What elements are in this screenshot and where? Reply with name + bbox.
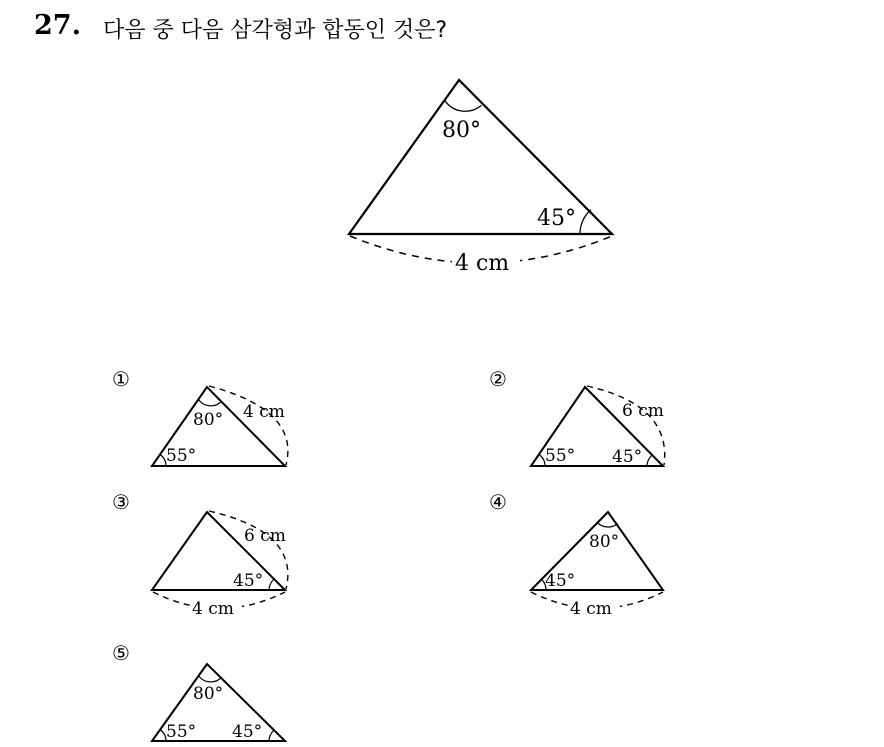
main-base-label: 4 cm	[455, 251, 510, 276]
main-angle-top-label: 80°	[442, 118, 481, 143]
option-4-angle-top: 80°	[589, 532, 620, 552]
option-5[interactable]	[112, 641, 285, 742]
option-3-side: 6 cm	[244, 526, 286, 546]
option-4-base: 4 cm	[570, 599, 612, 619]
main-angle-right-label: 45°	[537, 206, 576, 231]
option-5-angle-left: 55°	[166, 722, 197, 742]
angle-arc-right	[580, 210, 591, 234]
option-4[interactable]	[489, 490, 663, 619]
option-3[interactable]	[112, 490, 288, 619]
option-3-marker: ③	[112, 490, 130, 514]
option-3-base: 4 cm	[192, 599, 234, 619]
option-2-angle-right: 45°	[612, 447, 643, 467]
angle-arc-top	[445, 100, 482, 111]
main-triangle	[349, 80, 612, 276]
option-4-marker: ④	[489, 490, 507, 514]
option-1-angle-left: 55°	[166, 446, 197, 466]
question-text: 다음 중 다음 삼각형과 합동인 것은?	[103, 18, 448, 43]
option-5-angle-top: 80°	[193, 684, 224, 704]
option-2-angle-left: 55°	[545, 446, 576, 466]
option-2[interactable]	[489, 367, 665, 467]
option-1[interactable]	[112, 367, 288, 466]
option-5-angle-right: 45°	[232, 722, 263, 742]
option-3-angle-right: 45°	[233, 571, 264, 591]
option-4-angle-left: 45°	[545, 571, 576, 591]
option-1-marker: ①	[112, 367, 130, 391]
option-1-side: 4 cm	[243, 402, 285, 422]
option-5-marker: ⑤	[112, 641, 130, 665]
option-1-angle-top: 80°	[193, 410, 224, 430]
option-2-marker: ②	[489, 367, 507, 391]
option-2-side: 6 cm	[622, 401, 664, 421]
question-number: 27.	[34, 10, 81, 41]
